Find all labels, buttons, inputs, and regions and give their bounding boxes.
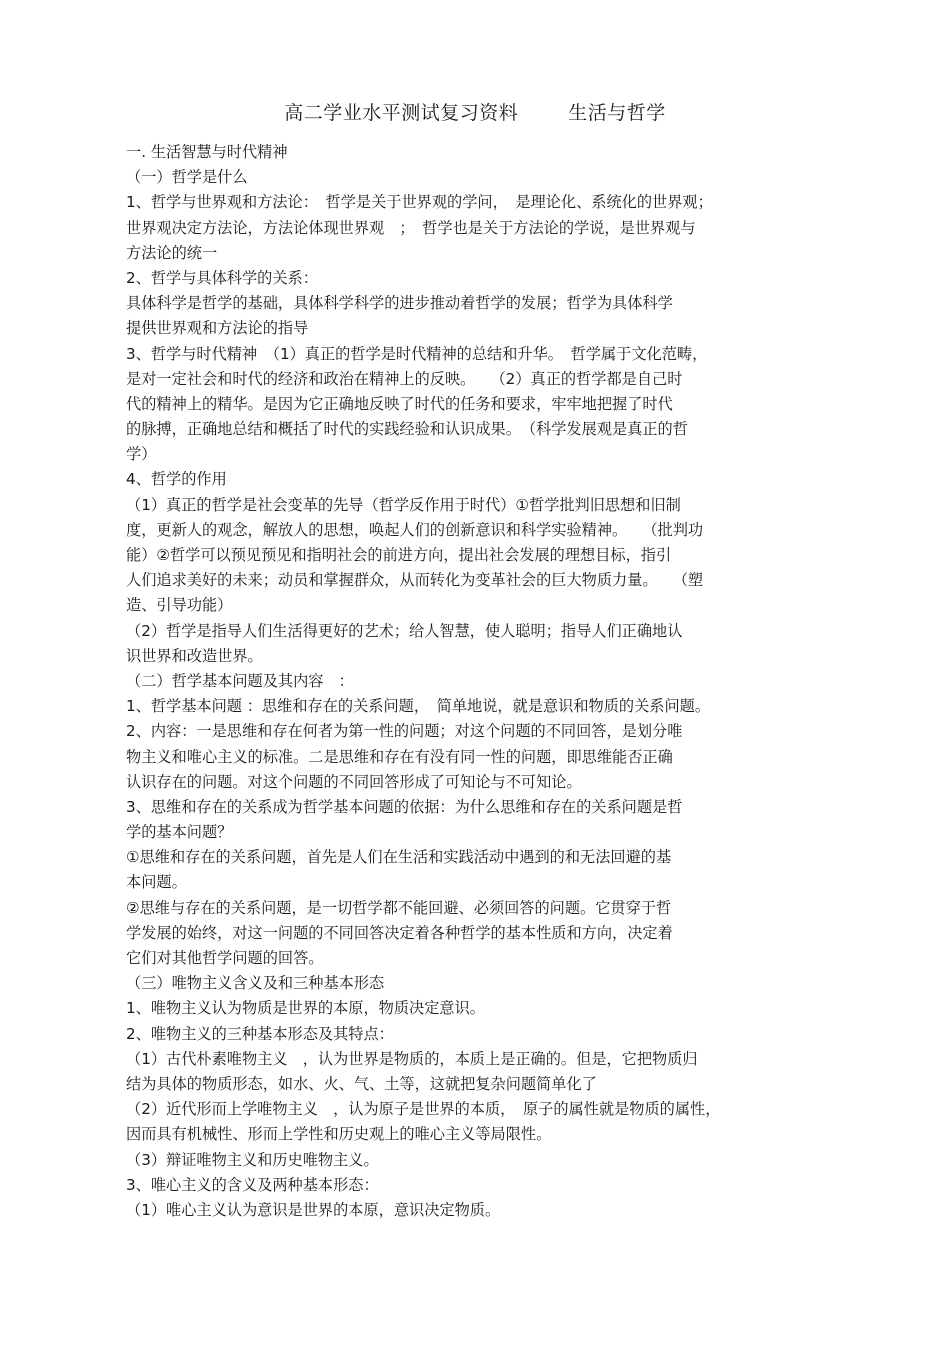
text-line: ②思维与存在的关系问题，是一切哲学都不能回避、必须回答的问题。它贯穿于哲	[126, 898, 672, 917]
text-line: 方法论的统一	[126, 243, 218, 262]
text-line: 是对一定社会和时代的经济和政治在精神上的反映。 （2）真正的哲学都是自己时	[126, 369, 683, 388]
text-line: 能）②哲学可以预见预见和指明社会的前进方向，提出社会发展的理想目标，指引	[126, 546, 672, 564]
text-line: （二）哲学基本问题及其内容 ：	[126, 671, 354, 690]
text-line: 认识存在的问题。对这个问题的不同回答形成了可知论与不可知论。	[126, 772, 582, 791]
text-line: 世界观决定方法论，方法论体现世界观 ； 哲学也是关于方法论的学说，是世界观与	[126, 218, 696, 237]
text-line: 1、哲学与世界观和方法论： 哲学是关于世界观的学问， 是理论化、系统化的世界观；	[126, 193, 713, 212]
text-line: 学发展的始终，对这一问题的不同回答决定着各种哲学的基本性质和方向，决定着	[126, 923, 673, 942]
text-line: 2、哲学与具体科学的关系：	[126, 268, 318, 287]
text-line: （1）古代朴素唯物主义 ，认为世界是物质的，本质上是正确的。但是，它把物质归	[126, 1049, 698, 1068]
text-line: 3、思维和存在的关系成为哲学基本问题的依据：为什么思维和存在的关系问题是哲	[126, 797, 683, 816]
text-line: 1、哲学基本问题 ：思维和存在的关系问题， 简单地说，就是意识和物质的关系问题。	[126, 697, 711, 716]
text-line: 学）	[126, 445, 157, 464]
text-line: （一）哲学是什么	[126, 168, 248, 187]
text-line: （三）唯物主义含义及和三种基本形态	[126, 974, 385, 993]
text-line: 度，更新人的观念，解放人的思想，唤起人们的创新意识和科学实验精神。 （批判功	[126, 520, 704, 539]
text-line: ①思维和存在的关系问题，首先是人们在生活和实践活动中遇到的和无法回避的基	[126, 848, 672, 867]
text-line: （3）辩证唯物主义和历史唯物主义。	[126, 1150, 379, 1169]
text-line: 的脉搏，正确地总结和概括了时代的实践经验和认识成果。 （科学发展观是真正的哲	[126, 420, 688, 439]
text-line: （2）哲学是指导人们生活得更好的艺术；给人智慧，使人聪明；指导人们正确地认	[126, 621, 683, 640]
document-body	[126, 140, 831, 1223]
text-line: 一. 生活智慧与时代精神	[126, 143, 288, 161]
text-line: 它们对其他哲学问题的回答。	[126, 949, 324, 967]
text-line: （2）近代形而上学唯物主义 ，认为原子是世界的本质， 原子的属性就是物质的属性，	[126, 1100, 721, 1119]
text-line: 1、唯物主义认为物质是世界的本原，物质决定意识。	[126, 999, 485, 1018]
text-line: 学的基本问题？	[126, 823, 233, 842]
text-line: 本问题。	[126, 873, 187, 892]
text-line: 2、内容：一是思维和存在何者为第一性的问题；对这个问题的不同回答，是划分唯	[126, 722, 683, 741]
text-line: （1）真正的哲学是社会变革的先导（哲学反作用于时代）①哲学批判旧思想和旧制	[126, 495, 681, 514]
document-title	[0, 98, 950, 125]
text-line: 人们追求美好的未来；动员和掌握群众，从而转化为变革社会的巨大物质力量。 （塑	[126, 571, 704, 590]
text-line: 3、哲学与时代精神 （1）真正的哲学是时代精神的总结和升华。 哲学属于文化范畴，	[126, 344, 708, 363]
text-line: 2、唯物主义的三种基本形态及其特点：	[126, 1024, 394, 1043]
text-line: （1）唯心主义认为意识是世界的本原，意识决定物质。	[126, 1200, 501, 1219]
text-line: 4、哲学的作用	[126, 470, 227, 489]
text-line: 3、唯心主义的含义及两种基本形态：	[126, 1175, 379, 1194]
title-subject: 生活与哲学	[568, 102, 666, 124]
text-line: 造、引导功能）	[126, 596, 233, 615]
text-line: 识世界和改造世界。	[126, 646, 263, 665]
title-main: 高二学业水平测试复习资料	[284, 102, 519, 124]
text-line: 提供世界观和方法论的指导	[126, 319, 309, 338]
text-line: 物主义和唯心主义的标准。二是思维和存在有没有同一性的问题，即思维能否正确	[126, 747, 673, 766]
text-line: 因而具有机械性、形而上学性和历史观上的唯心主义等局限性。	[126, 1125, 552, 1144]
text-line: 具体科学是哲学的基础，具体科学科学的进步推动着哲学的发展；哲学为具体科学	[126, 294, 673, 313]
text-line: 代的精神上的精华。是因为它正确地反映了时代的任务和要求，牢牢地把握了时代	[126, 394, 673, 413]
text-line: 结为具体的物质形态，如水、火、气、土等，这就把复杂问题简单化了	[126, 1074, 597, 1093]
